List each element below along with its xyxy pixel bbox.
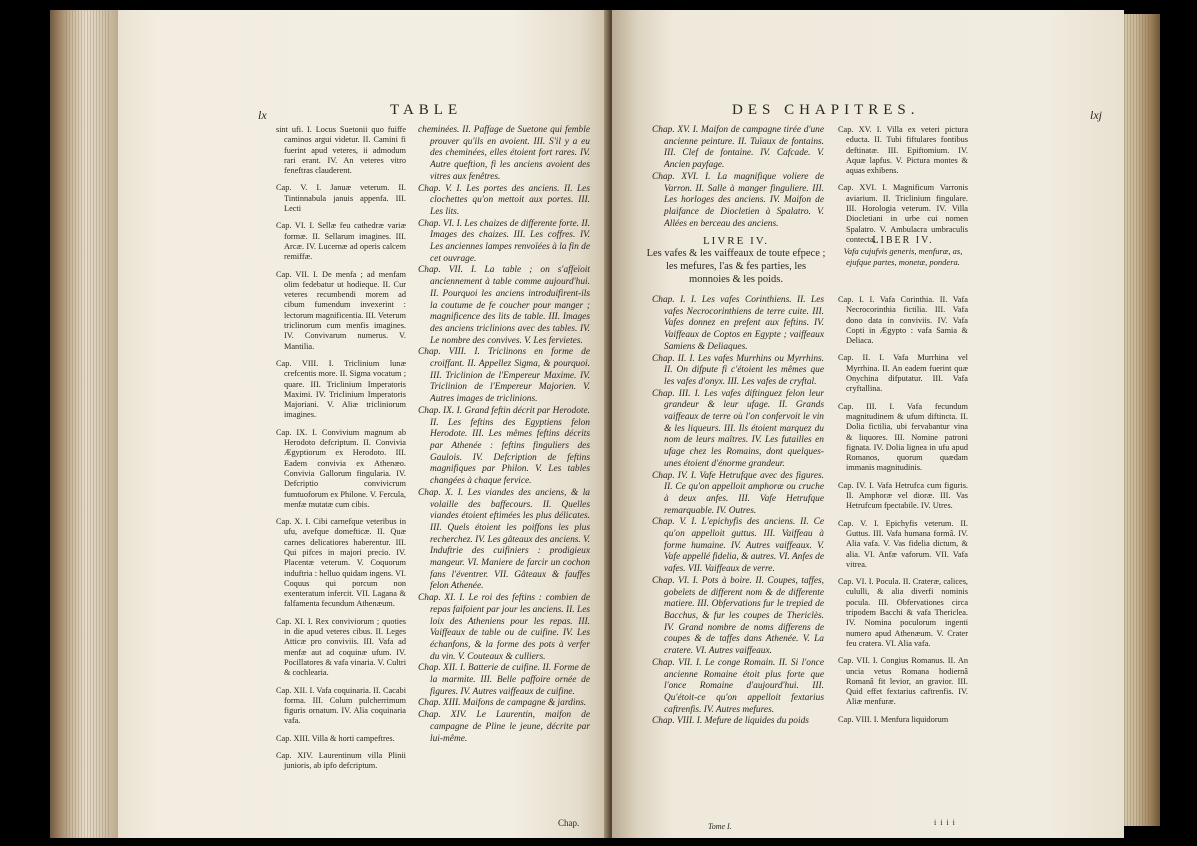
latin-entry: Cap. IV. I. Vafa Hetrufca cum figuris. II. Amphoræ vel dioræ. III. Vas Hetrufcum fpectabile. IV. Utres. — [838, 480, 968, 511]
latin-entry: Cap. III. I. Vafa fecundum magnitudinem & ufum diftincta. II. Dolia fictilia, ubi fervabantur vina & liquores. III. Nomine patroni fignata. IV. Dolia lignea in ufu apud Romanos, quorum quædam immanis magnitudinis. — [838, 401, 968, 473]
left-running-header: TABLE — [390, 102, 463, 118]
french-entry: Chap. XIV. Le Laurentin, maifon de campagne de Pline le jeune, décrite par lui-même. — [418, 710, 590, 744]
left-page-edges — [50, 10, 120, 838]
french-entry: Chap. V. I. L'epichyfis des anciens. II. Ce qu'on appelloit guttus. III. Vaiffeau à forme humaine. IV. Autres vaiffeaux. V. Vafe appellé fidelia, & autres. VI. Anfes de vafes. VII. Vaiffeaux de verre. — [652, 517, 824, 575]
latin-entry: Cap. XIV. Laurentinum villa Plinii junioris, ab ipfo defcriptum. — [276, 751, 406, 771]
left-french-column — [418, 125, 590, 745]
book-fr-title: LIVRE IV. — [702, 235, 770, 247]
tome-label: Tome I. — [708, 822, 732, 831]
latin-entry: Cap. IX. I. Convivium magnum ab Herodoto defcriptum. II. Convivia Ægyptiorum ex Herodoto. III. Eadem convivia ex Athenæo. Convivia Gallorum fingularia. IV. Defcriptio convivicrum fumtuoforum ex Philone. V. Fercula, menfæ mutatæ cum cibis. — [276, 427, 406, 509]
left-latin-column — [276, 125, 406, 779]
left-page-number: lx — [258, 108, 267, 122]
french-entry: Chap. VIII. I. Triclinons en forme de croiffant. II. Appellez Sigma, & pourquoi. III. Triclinion de l'Empereur Maxime. IV. Triclinion de l'Empereur Majorien. V. Autres images de triclinions. — [418, 347, 590, 405]
french-entry: Chap. VI. I. Pots à boire. II. Coupes, taffes, gobelets de different nom & de differente matiere. III. Obfervations fur le trepied de Bacchus, & fur les coupes de Thericlès. IV. Grand nombre de noms differens de coupes & de taffes dans Athenée. V. La cratere. VI. Autres vaiffeaux. — [652, 575, 824, 657]
french-entry: Chap. I. I. Les vafes Corinthiens. II. Les vafes Necrocorinthiens de terre cuite. III. Vafes donnez en prefent aux feftins. IV. Vaiffeaux de Coptos en Egypte ; vaiffeaux Samiens & Deliaques. — [652, 295, 824, 352]
latin-entry: Cap. I. I. Vafa Corinthia. II. Vafa Necrocorinthia fictilia. III. Vafa dono data in conviviis. IV. Vafa Copti in Ægypto : vafa Samia & Deliaca. — [838, 295, 968, 346]
latin-entry: Cap. XVI. I. Magnificum Varronis aviarium. II. Triclinium fingulare. III. Horologia veterum. IV. Villa Diocletiani in urbe cui nomen Spalatro. V. Ambulacra umbraculis contecta. — [838, 183, 968, 244]
book-fr-desc: Les vafes & les vaiffeaux de toute efpece ; les mefures, l'as & fes parties, les monnoies & les poids. — [646, 248, 826, 285]
french-entry: Chap. VIII. I. Mefure de liquides du poids — [652, 716, 809, 727]
book-iv-latin-heading — [834, 235, 972, 267]
french-entry: Chap. XV. I. Maifon de campagne tirée d'une ancienne peinture. II. Tuïaux de fontains. III. Clef de fontaine. IV. Cafcade. V. Ancien payfage. — [652, 125, 824, 171]
right-french-top — [652, 125, 824, 230]
latin-entry: Cap. XIII. Villa & horti campeftres. — [276, 733, 395, 743]
french-entry: Chap. VI. I. Les chaizes de differente forte. II. Images des chaizes. III. Les coffres. IV. Les anciennes lampes renvoïées à la fin de cet ouvrage. — [418, 218, 590, 264]
french-entry: Chap. III. I. Les vafes diftinguez felon leur grandeur & leur ufage. II. Grands vaiffeaux de terre où l'on confervoit le vin & les liqueurs. III. Ils étoient marquez du nom de leurs maîtres. IV. Les futailles en ufage chez les Romains, dont quelques-unes étoient d'énorme grandeur. — [652, 388, 824, 469]
french-entry: Chap. XVI. I. La magnifique voliere de Varron. II. Salle à manger finguliere. III. Les horloges des anciens. IV. Maifon de plaifance de Diocletien à Spalatro. V. Allées en berceau des anciens. — [652, 171, 824, 229]
latin-entry: Cap. XI. I. Rex conviviorum ; quoties in die apud veteres cibus. II. Leges Atticæ pro conviviis. III. Vafa ad menfæ aut ad coquinæ ufum. IV. Pocillatores & vafa vinaria. V. Cultri & cochlearia. — [276, 616, 406, 678]
latin-entry: Cap. V. I. Januæ veterum. II. Tintinnabula januis appenfa. III. Lecti — [276, 183, 406, 214]
right-page-edges — [1120, 14, 1160, 826]
signature-mark: i i i i — [934, 818, 956, 827]
french-entry: Chap. VII. I. La table ; on s'affeïoit anciennement à table comme aujourd'hui. II. Pourquoi les anciens introduifirent-ils la coutume de fe coucher pour manger ; magnificence des lits de table. III. Images des anciens triclinions avec des tables. IV. Le nombre des convives. V. Les fervietes. — [418, 265, 590, 346]
french-entry: Chap. XI. I. Le roi des feftins : combien de repas faifoient par jour les anciens. II. Les loix des Atheniens pour les repas. III. Vaiffeaux de table ou de cuifine. IV. Les échanfons, & la forme des pots à verfer du vin. V. Couteaux & culliers. — [418, 593, 590, 662]
right-page — [612, 10, 1124, 838]
right-french-bottom — [652, 295, 824, 728]
french-entry: Chap. XII. I. Batterie de cuifine. II. Forme de la marmite. III. Belle paffoire ornée de figures. IV. Autres vaiffeaux de cuifine. — [418, 663, 590, 697]
latin-entry: sint ufi. I. Locus Suetonii quo fuiffe caminos argui videtur. II. Camini fi fuerint apud veteres, ii admodum rari erant. IV. An veteres vitro feneftras clauderent. — [276, 125, 406, 176]
french-entry: Chap. X. I. Les viandes des anciens, & la volaille des baffecours. II. Quelles viandes étoient eftimées les plus délicates. III. Quels étoient les poiffons les plus recherchez. IV. Les gâteaux des anciens. V. Induftrie des cuifiniers : prodigieux mangeur. VI. Maniere de farcir un cochon fans l'éventrer. VII. Gâteaux & fauffes felon Athenée. — [418, 487, 590, 592]
latin-entry: Cap. V. I. Epichyfis veterum. II. Guttus. III. Vafa humana formâ. IV. Alia vafa. V. Vas fidelia dictum, & alia. VI. Anfæ vaforum. VII. Vafa vitrea. — [838, 518, 968, 569]
french-entry: cheminées. II. Paffage de Suetone qui femble prouver qu'ils en avoient. III. S'il y a eu des cheminées, elles étoient fort rares. IV. Autre queftion, fi les anciens avoient des vitres aux fenêtres. — [418, 125, 590, 182]
french-entry: Chap. II. I. Les vafes Murrhins ou Myrrhins. II. On difpute fi c'étoient les mêmes que les vafes d'onyx. III. Les vafes de cryftal. — [652, 353, 824, 387]
right-running-header: DES CHAPITRES. — [732, 102, 920, 118]
left-catchword: Chap. — [558, 818, 580, 828]
latin-entry: Cap. XII. I. Vafa coquinaria. II. Cacabi forma. III. Colum pulcherrimum figuris ornatum. IV. Alia coquinaria vafa. — [276, 685, 406, 726]
latin-entry: Cap. XV. I. Villa ex veteri pictura educta. II. Tubi fiftulares fontibus deftinatæ. III. Epiftomium. IV. Aquæ lapfus. V. Pictura montes & aquas exhibens. — [838, 125, 968, 176]
book-lat-desc: Vafa cujufvis generis, menfuræ, as, ejufque partes, monetæ, pondera. — [843, 246, 963, 267]
french-entry: Chap. XIII. Maifons de campagne & jardins. — [418, 698, 587, 709]
french-entry: Chap. VII. I. Le conge Romain. II. Si l'once ancienne Romaine étoit plus forte que l'once Romaine d'aujourd'hui. III. Qu'étoit-ce qu'on appelloit fextarius caftrenfis. IV. Autres mefures. — [652, 657, 824, 715]
french-entry: Chap. IV. I. Vafe Hetrufque avec des figures. II. Ce qu'on appelloit amphoræ ou cruche à deux anfes. III. Vafe Hetrufque remarquable. IV. Outres. — [652, 470, 824, 516]
latin-entry: Cap. II. I. Vafa Murrhina vel Myrrhina. II. An eadem fuerint quæ Onychina difputatur. III. Vafa cryftallina. — [838, 353, 968, 394]
french-entry: Chap. V. I. Les portes des anciens. II. Les clochettes qu'on mettoit aux portes. III. Les lits. — [418, 183, 590, 217]
right-page-number: lxj — [1090, 108, 1102, 122]
latin-entry: Cap. VII. I. De menfa ; ad menfam olim fedebatur ut hodieque. II. Cur veteres recumbendi morem ad cibum fumendum invexerint : lectorum magnificentia. III. Veterum triclinorum cum menfis imagines. IV. Convivarum numerus. V. Mantilia. — [276, 269, 406, 351]
french-entry: Chap. IX. I. Grand feftin décrit par Herodote. II. Les feftins des Egyptiens felon Herodote. III. Les mêmes feftins décrits par Athenée : feftins finguliers des Gaulois. IV. Defcription de feftins magnifiques par Philon. V. Les tables changées à chaque fervice. — [418, 405, 590, 487]
left-page — [118, 10, 610, 838]
book-lat-title: LIBER IV. — [872, 235, 934, 246]
latin-entry: Cap. VI. I. Sellæ feu cathedræ variæ formæ. II. Sellarum imagines. III. Arcæ. IV. Lucernæ ad operis calcem remiffæ. — [276, 221, 406, 262]
latin-entry: Cap. VIII. I. Menfura liquidorum — [838, 714, 949, 724]
latin-entry: Cap. X. I. Cibi carnefque veteribus in ufu, avefque domefticæ. II. Quæ carnes delicatiores haberentur. III. Qui pifces in majori precio. IV. Placentæ veterum. V. Coquorum induftria : helluo quidam ingens. VI. Coquus qui porcum non exenteratum infercit. VII. Lagana & falfamenta fecundum Athenæum. — [276, 517, 406, 609]
right-latin-bottom — [838, 295, 968, 732]
book-iv-french-heading — [646, 235, 826, 286]
latin-entry: Cap. VIII. I. Triclinium lunæ crefcentis more. II. Sigma vocatum ; quare. III. Triclinium Imperatoris Maximi. IV. Triclinium Imperatoris Majoriani. V. Aliæ tricliniorum imagines. — [276, 358, 406, 420]
latin-entry: Cap. VI. I. Pocula. II. Crateræ, calices, cululli, & alia diverfi nominis pocula. III. Obfervationes circa tripodem Bacchi & vafa Thericlea. IV. Nomina poculorum ingenti numero apud Athenæum. V. Crater feu cratera. VI. Alia vafa. — [838, 577, 968, 648]
latin-entry: Cap. VII. I. Congius Romanus. II. An uncia vetus Romana hodiernâ Romanâ fit levior, an gravior. III. Quid effet fextarius caftrenfis. IV. Aliæ menfuræ. — [838, 656, 968, 707]
right-latin-top — [838, 125, 968, 252]
